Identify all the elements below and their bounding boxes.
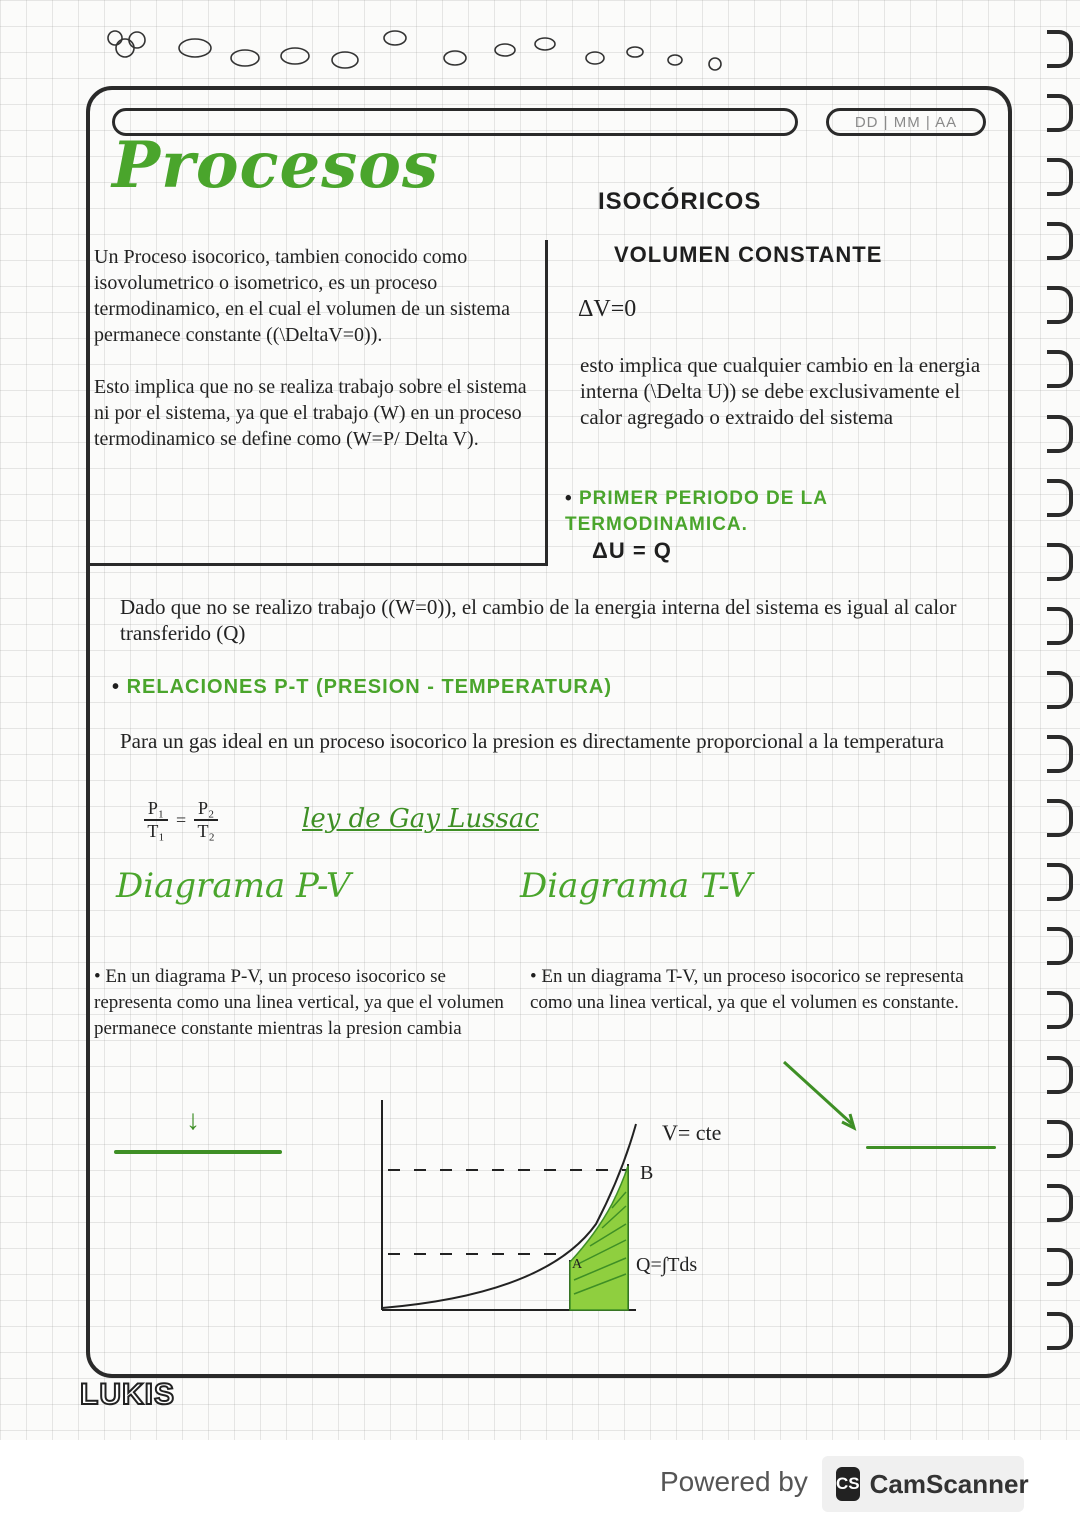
formula-p1: P₁ [147,798,165,818]
definition-paragraph-1: Un Proceso isocorico, tambien conocido como isovolumetrico o isometrico, es un proceso termodinamico, en el cual el volumen de un sistema permanece constante ((\DeltaV=0)). [94,246,510,346]
tv-description: • En un diagrama T-V, un proceso isocorico se representa como una linea vertical, ya que el volumen es constante. [530,964,980,1016]
graph-q-label: Q=∫Tds [636,1254,698,1276]
page-title: Procesos [112,128,439,203]
pv-graph [376,1094,676,1324]
conclusion-text: Dado que no se realizo trabajo ((W=0)), el cambio de la energia interna del sistema es igual al calor transferido (Q) [120,595,957,645]
date-box: DD | MM | AA [826,108,986,136]
pv-description: • En un diagrama P-V, un proceso isocorico se representa como una linea vertical, ya que el volumen permanece constante mientras la presion cambia [94,964,514,1042]
relaciones-heading: • RELACIONES P-T (PRESION - TEMPERATURA) [112,674,612,700]
first-law-equation: ΔU = Q [592,538,672,563]
powered-by-text: Powered by [660,1466,808,1497]
flower-doodles [95,18,755,78]
graph-a-label: A [572,1257,583,1272]
pv-green-line [114,1150,282,1154]
formula-t2: T₂ [197,821,215,841]
tv-arrow [780,1058,870,1138]
graph-heat-area [570,1166,628,1310]
pv-down-arrow: ↓ [186,1105,200,1136]
gay-lussac-law: ley de Gay Lussac [302,804,539,834]
formula-p2: P₂ [198,798,215,818]
camscanner-logo-icon: CS [836,1467,860,1501]
formula-t1: T₁ [147,821,165,841]
volumen-constante-label: VOLUMEN CONSTANTE [614,242,883,267]
pv-diagram-title: Diagrama P-V [116,866,351,906]
gay-lussac-formula: P₁ T₁ = P₂ T₂ [144,798,218,842]
page-subtitle: ISOCÓRICOS [598,188,762,215]
author-signature: LUKIS [80,1378,175,1411]
camscanner-name: CamScanner [869,1468,1029,1499]
notebook-spiral [1040,30,1080,1350]
delta-v-equation: ΔV=0 [578,296,637,322]
tv-diagram-title: Diagrama T-V [520,866,752,906]
graph-b-label: B [640,1162,654,1184]
relaciones-text: Para un gas ideal en un proceso isocorico la presion es directamente proporcional a la temperatura [120,729,944,753]
graph-v-label: V= cte [662,1120,722,1145]
camscanner-badge [822,1456,1029,1512]
definition-paragraph-2: Esto implica que no se realiza trabajo sobre el sistema ni por el sistema, ya que el trabajo (W) en un proceso termodinamico se define como (W=P/ Delta V). [94,376,527,450]
implication-text: esto implica que cualquier cambio en la energia interna (\Delta U)) se debe exclusivamente el calor agregado o extraido del sistema [580,353,981,429]
primer-periodo-label: • PRIMER PERIODO DE LA TERMODINAMICA. [565,486,995,538]
tv-green-line [866,1146,996,1149]
